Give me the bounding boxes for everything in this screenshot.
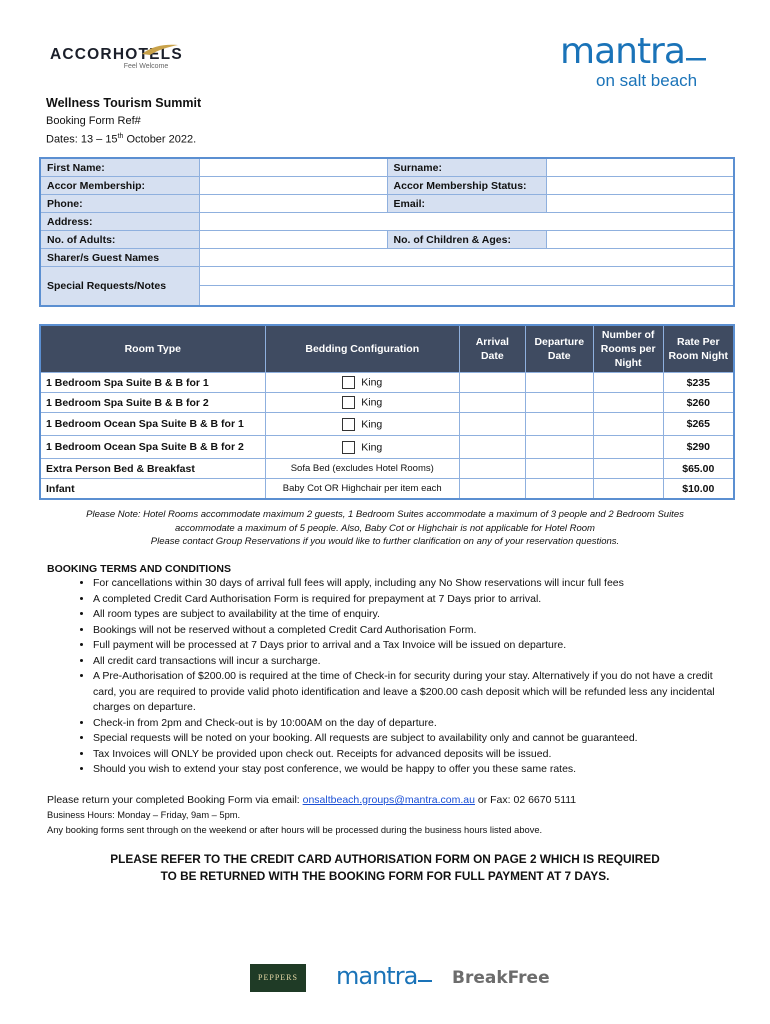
- king-checkbox[interactable]: [342, 418, 355, 431]
- bedding-cell: King: [265, 413, 459, 436]
- accor-swoosh-icon: [140, 42, 180, 56]
- departure-date-field[interactable]: [525, 479, 593, 500]
- departure-date-field[interactable]: [525, 373, 593, 393]
- king-checkbox[interactable]: [342, 396, 355, 409]
- table-row: [40, 393, 734, 413]
- departure-date-field[interactable]: [525, 413, 593, 436]
- guest-details-table: [39, 157, 735, 307]
- address-label: Address:: [40, 213, 200, 231]
- rate-header: Rate Per Room Night: [663, 325, 734, 373]
- room-rates-table: [39, 324, 735, 500]
- rate-cell: $265: [663, 413, 734, 436]
- terms-heading: BOOKING TERMS AND CONDITIONS: [47, 563, 231, 575]
- rate-cell: $235: [663, 373, 734, 393]
- surname-field[interactable]: [547, 158, 734, 177]
- surname-label: Surname:: [387, 158, 547, 177]
- rooms-count-field[interactable]: [593, 459, 663, 479]
- children-label: No. of Children & Ages:: [387, 231, 547, 249]
- mantra-dash-icon: [417, 976, 433, 984]
- arrival-date-field[interactable]: [459, 373, 525, 393]
- arrival-date-field[interactable]: [459, 459, 525, 479]
- membership-field[interactable]: [200, 177, 387, 195]
- membership-status-label: Accor Membership Status:: [387, 177, 547, 195]
- footer-brands: [0, 960, 770, 1000]
- phone-field[interactable]: [200, 195, 387, 213]
- terms-list: [47, 576, 727, 778]
- room-type-cell: Infant: [40, 479, 265, 500]
- form-title-block: [46, 96, 201, 148]
- room-type-cell: 1 Bedroom Ocean Spa Suite B & B for 1: [40, 413, 265, 436]
- room-type-cell: Extra Person Bed & Breakfast: [40, 459, 265, 479]
- bedding-cell: King: [265, 373, 459, 393]
- first-name-field[interactable]: [200, 158, 387, 177]
- list-item: • A completed Credit Card Authorisation Form is required for prepayment at 7 Days prior to arrival.: [93, 592, 727, 608]
- bedding-cell: King: [265, 436, 459, 459]
- departure-header: Departure Date: [525, 325, 593, 373]
- rooms-count-field[interactable]: [593, 393, 663, 413]
- table-row: [40, 413, 734, 436]
- mantra-location: on salt beach: [596, 71, 698, 90]
- table-row: [40, 459, 734, 479]
- room-type-cell: 1 Bedroom Spa Suite B & B for 1: [40, 373, 265, 393]
- email-label: Email:: [387, 195, 547, 213]
- rooms-count-field[interactable]: [593, 436, 663, 459]
- king-checkbox[interactable]: [342, 376, 355, 389]
- event-title: Wellness Tourism Summit: [46, 96, 202, 110]
- rooms-count-field[interactable]: [593, 373, 663, 393]
- departure-date-field[interactable]: [525, 393, 593, 413]
- rooms-count-field[interactable]: [593, 413, 663, 436]
- adults-label: No. of Adults:: [40, 231, 200, 249]
- occupancy-note: Please Note: Hotel Rooms accommodate maximum 2 guests, 1 Bedroom Suites accommodate a maximum of 3 people and 2 Bedroom Suites accommodate a maximum of 5 people. Also, Baby Cot or Highchair is not applicable for Hotel Room Please contact Group Reservations if you would like to further clarification on any of your reservation questions.: [86, 509, 684, 547]
- accorhotels-logo: [50, 46, 260, 70]
- departure-date-field[interactable]: [525, 459, 593, 479]
- list-item: • Tax Invoices will ONLY be provided upon check out. Receipts for advanced deposits will be issued.: [93, 747, 727, 763]
- sharer-field[interactable]: [200, 249, 734, 267]
- list-item: • For cancellations within 30 days of arrival full fees will apply, including any No Show reservations will incur full fees: [93, 576, 727, 592]
- list-item: • Bookings will not be reserved without a completed Credit Card Authorisation Form.: [93, 623, 727, 639]
- weekend-note: Any booking forms sent through on the weekend or after hours will be processed during the business hours listed above.: [47, 825, 543, 835]
- mantra-logo: [560, 31, 707, 91]
- arrival-date-field[interactable]: [459, 436, 525, 459]
- list-item: • A Pre-Authorisation of $200.00 is required at the time of Check-in for security during your stay. Alternatively if you do not have a credit card, you are required to provide valid photo identification and leave a $200.00 cash deposit which will be refunded less any incidental charges on departure.: [93, 669, 727, 716]
- bedding-cell: King: [265, 393, 459, 413]
- adults-field[interactable]: [200, 231, 387, 249]
- accor-wordmark: ACCORHOTELS: [50, 46, 183, 63]
- arrival-date-field[interactable]: [459, 479, 525, 500]
- breakfree-logo: BreakFree: [452, 968, 550, 988]
- list-item: • Full payment will be processed at 7 Days prior to arrival and a Tax Invoice will be issued on departure.: [93, 638, 727, 654]
- rate-cell: $65.00: [663, 459, 734, 479]
- special-requests-field-2[interactable]: [200, 286, 734, 306]
- peppers-logo: PEPPERS: [250, 964, 306, 992]
- rate-cell: $290: [663, 436, 734, 459]
- credit-card-form-notice: PLEASE REFER TO THE CREDIT CARD AUTHORISATION FORM ON PAGE 2 WHICH IS REQUIRED TO BE RETURNED WITH THE BOOKING FORM FOR FULL PAYMENT AT 7 DAYS.: [110, 852, 660, 883]
- special-requests-label: Special Requests/Notes: [40, 267, 200, 307]
- departure-date-field[interactable]: [525, 436, 593, 459]
- rate-cell: $260: [663, 393, 734, 413]
- children-field[interactable]: [547, 231, 734, 249]
- mantra-dash-icon: [685, 53, 707, 63]
- table-row: [40, 436, 734, 459]
- room-type-cell: 1 Bedroom Spa Suite B & B for 2: [40, 393, 265, 413]
- booking-ref: Booking Form Ref#: [46, 114, 141, 127]
- event-dates: Dates: 13 – 15th October 2022.: [46, 133, 197, 146]
- membership-label: Accor Membership:: [40, 177, 200, 195]
- first-name-label: First Name:: [40, 158, 200, 177]
- king-checkbox[interactable]: [342, 441, 355, 454]
- number-rooms-header: Number of Rooms per Night: [593, 325, 663, 373]
- table-row: [40, 373, 734, 393]
- list-item: • All credit card transactions will incur a surcharge.: [93, 654, 727, 670]
- list-item: • Special requests will be noted on your booking. All requests are subject to availability only and cannot be guaranteed.: [93, 731, 727, 747]
- arrival-date-field[interactable]: [459, 413, 525, 436]
- table-row: [40, 479, 734, 500]
- accor-tagline: Feel Welcome: [123, 63, 169, 70]
- rooms-count-field[interactable]: [593, 479, 663, 500]
- room-type-header: Room Type: [40, 325, 265, 373]
- arrival-date-field[interactable]: [459, 393, 525, 413]
- list-item: • Should you wish to extend your stay post conference, we would be happy to offer you these same rates.: [93, 762, 727, 778]
- address-field[interactable]: [200, 213, 734, 231]
- special-requests-field-1[interactable]: [200, 267, 734, 286]
- rate-cell: $10.00: [663, 479, 734, 500]
- return-instructions: Please return your completed Booking Form via email: onsaltbeach.groups@mantra.com.au or Fax: 02 6670 5111 Business Hours: Monday – Friday, 9am – 5pm. Any booking forms sent through on the weekend or after hours will be processed during the business hours listed above.: [47, 793, 737, 838]
- membership-status-field[interactable]: [547, 177, 734, 195]
- phone-label: Phone:: [40, 195, 200, 213]
- email-field[interactable]: [547, 195, 734, 213]
- booking-email-link[interactable]: onsaltbeach.groups@mantra.com.au: [302, 794, 475, 806]
- bedding-cell: Sofa Bed (excludes Hotel Rooms): [265, 459, 459, 479]
- bedding-header: Bedding Configuration: [265, 325, 459, 373]
- list-item: • Check-in from 2pm and Check-out is by 10:00AM on the day of departure.: [93, 716, 727, 732]
- mantra-footer-logo: mantra: [336, 962, 433, 990]
- arrival-header: Arrival Date: [459, 325, 525, 373]
- list-item: • All room types are subject to availability at the time of enquiry.: [93, 607, 727, 623]
- mantra-wordmark: mantra: [560, 31, 685, 72]
- room-type-cell: 1 Bedroom Ocean Spa Suite B & B for 2: [40, 436, 265, 459]
- bedding-cell: Baby Cot OR Highchair per item each: [265, 479, 459, 500]
- booking-terms: [47, 563, 727, 778]
- sharer-label: Sharer/s Guest Names: [40, 249, 200, 267]
- business-hours: Business Hours: Monday – Friday, 9am – 5pm.: [47, 810, 241, 820]
